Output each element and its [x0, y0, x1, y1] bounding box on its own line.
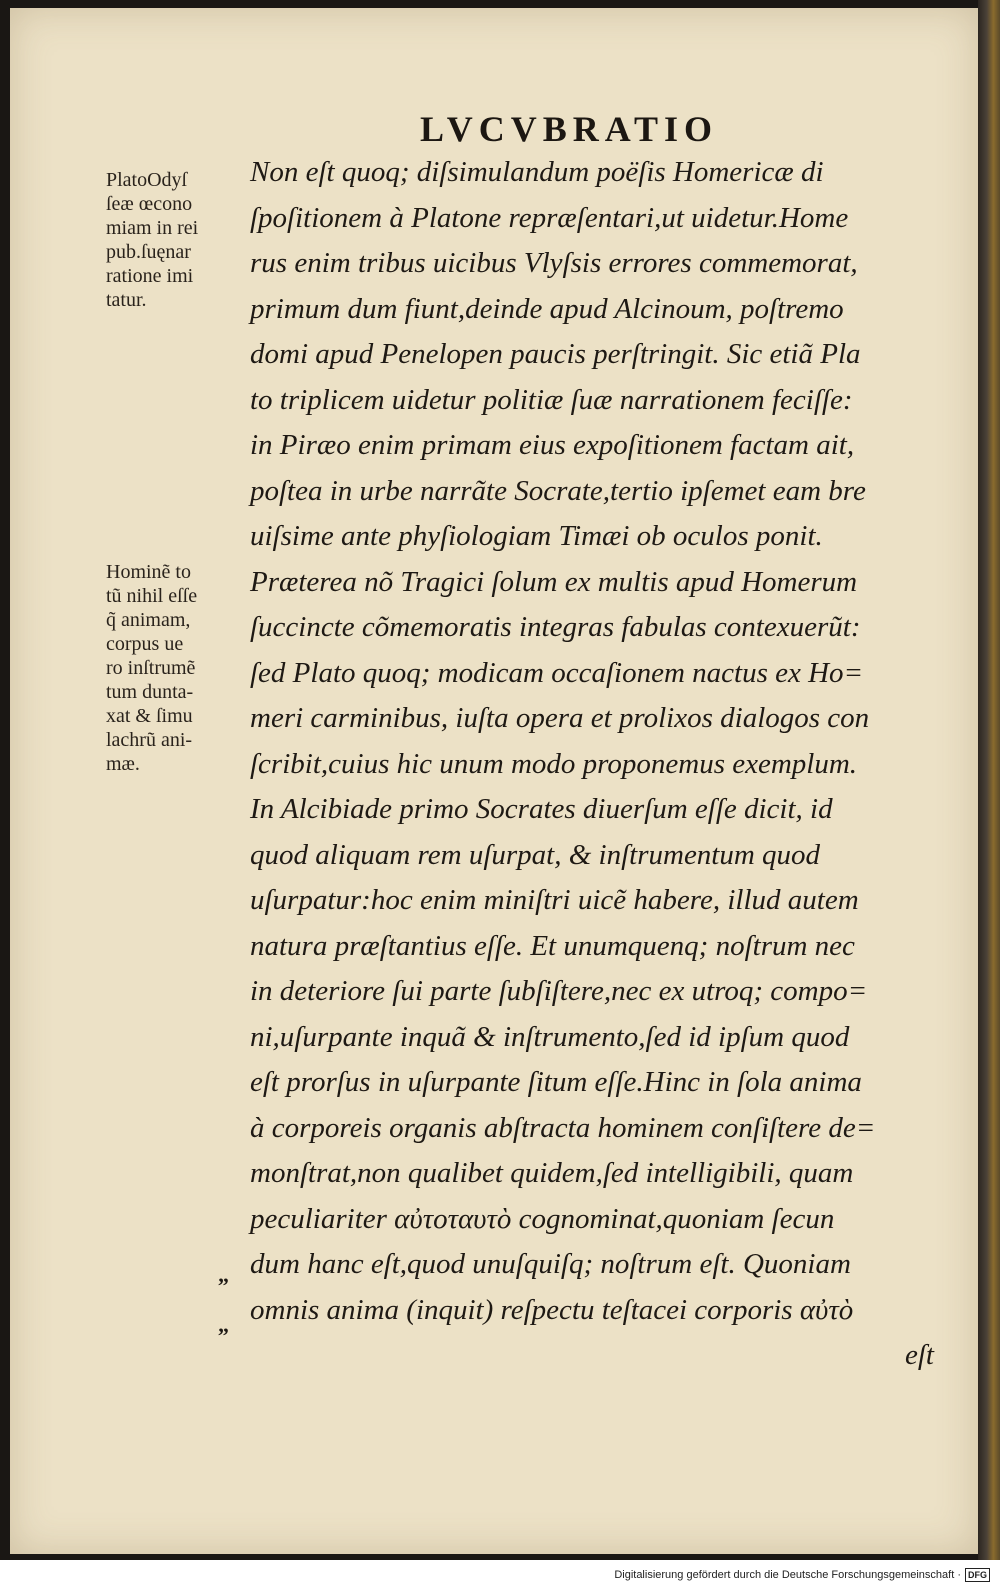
marginal-line: tũ nihil eſſe	[106, 585, 198, 607]
text-line: in deteriore ſui parte ſubſiſtere,nec ex utroq; compo=	[250, 975, 868, 1007]
text-line: poſtea in urbe narrãte Socrate,tertio ipſemet eam bre	[250, 474, 866, 507]
text-line: Præterea nõ Tragici ſolum ex multis apud Homerum	[250, 565, 858, 598]
marginal-line: q̃ animam,	[106, 609, 191, 631]
marginal-line: tum dunta-	[106, 681, 194, 703]
text-line: natura præſtantius eſſe. Et unumquenq; noſtrum nec	[250, 929, 855, 962]
book-edge	[978, 0, 1000, 1560]
marginal-line: Hominẽ to	[106, 561, 191, 583]
text-line: rus enim tribus uicibus Vlyſsis errores commemorat,	[250, 247, 858, 279]
text-line: à corporeis organis abſtracta hominem conſiſtere de=	[250, 1111, 876, 1144]
text-line: dum hanc eſt,quod unuſquiſq; noſtrum eſt. Quoniam	[250, 1248, 851, 1280]
marginal-line: PlatoOdyſ	[106, 169, 188, 191]
marginal-line: miam in rei	[106, 217, 199, 239]
text-line: uiſsime ante phyſiologiam Timæi ob oculos ponit.	[250, 520, 823, 552]
marginal-line: ratione imi	[106, 265, 194, 287]
text-line: quod aliquam rem uſurpat, & inſtrumentum quod	[250, 838, 821, 871]
text-line: to triplicem uidetur politiæ ſuæ narrationem feciſſe:	[250, 383, 853, 416]
marginal-line: tatur.	[106, 289, 147, 311]
body-text	[250, 150, 950, 1379]
marginal-line: xat & ſimu	[106, 705, 193, 727]
text-line: monſtrat,non qualibet quidem,ſed intelligibili, quam	[250, 1157, 854, 1189]
text-line: meri carminibus, iuſta opera et prolixos dialogos con	[250, 702, 870, 734]
text-line: ſuccincte cõmemoratis integras fabulas contexuerũt:	[250, 611, 861, 643]
text-line: ni,uſurpante inquã & inſtrumento,ſed id ipſum quod	[250, 1020, 850, 1053]
text-line: peculiariter αὐτοταυτὸ cognominat,quoniam ſecun	[250, 1202, 835, 1235]
text-line: in Piræo enim primam eius expoſitionem factam ait,	[250, 429, 855, 461]
text-line: uſurpatur:hoc enim miniſtri uicẽ habere, illud autem	[250, 884, 859, 916]
text-line: Non eſt quoq; diſsimulandum poëſis Homericæ di	[250, 156, 824, 188]
footer-credit	[614, 1568, 990, 1582]
quote-mark: „	[218, 1262, 229, 1287]
dfg-logo: DFG	[965, 1568, 990, 1582]
text-line: eſt prorſus in uſurpante ſitum eſſe.Hinc in ſola anima	[250, 1066, 862, 1098]
catchword: eſt	[905, 1339, 934, 1371]
marginal-line: ro inſtrumẽ	[106, 657, 196, 679]
quote-mark: „	[218, 1312, 229, 1337]
quote-marks	[218, 1250, 229, 1350]
marginal-line: ſeæ œcono	[106, 193, 193, 215]
text-line: domi apud Penelopen paucis perſtringit. Sic etiã Pla	[250, 338, 861, 370]
marginal-line: corpus ue	[106, 633, 184, 655]
text-line: omnis anima (inquit) reſpectu teſtacei corporis αὐτὸ	[250, 1293, 854, 1326]
marginal-line: lachrũ ani-	[106, 729, 193, 751]
marginal-note-1	[106, 168, 241, 312]
footer-credit-text: Digitalisierung gefördert durch die Deutsche Forschungsgemeinschaft ·	[614, 1569, 961, 1581]
text-line: ſpoſitionem à Platone repræſentari,ut uidetur.Home	[250, 201, 849, 234]
text-line: ſcribit,cuius hic unum modo proponemus exemplum.	[250, 747, 858, 780]
marginal-line: mæ.	[106, 753, 140, 775]
text-line: primum dum fiunt,deinde apud Alcinoum, poſtremo	[250, 292, 844, 325]
running-head: LVCVBRATIO	[420, 109, 719, 149]
marginal-note-2	[106, 560, 241, 776]
marginal-line: pub.ſuęnar	[106, 241, 191, 263]
text-line: ſed Plato quoq; modicam occaſionem nactus ex Ho=	[250, 656, 864, 689]
text-line: In Alcibiade primo Socrates diuerſum eſſe dicit, id	[250, 793, 833, 825]
